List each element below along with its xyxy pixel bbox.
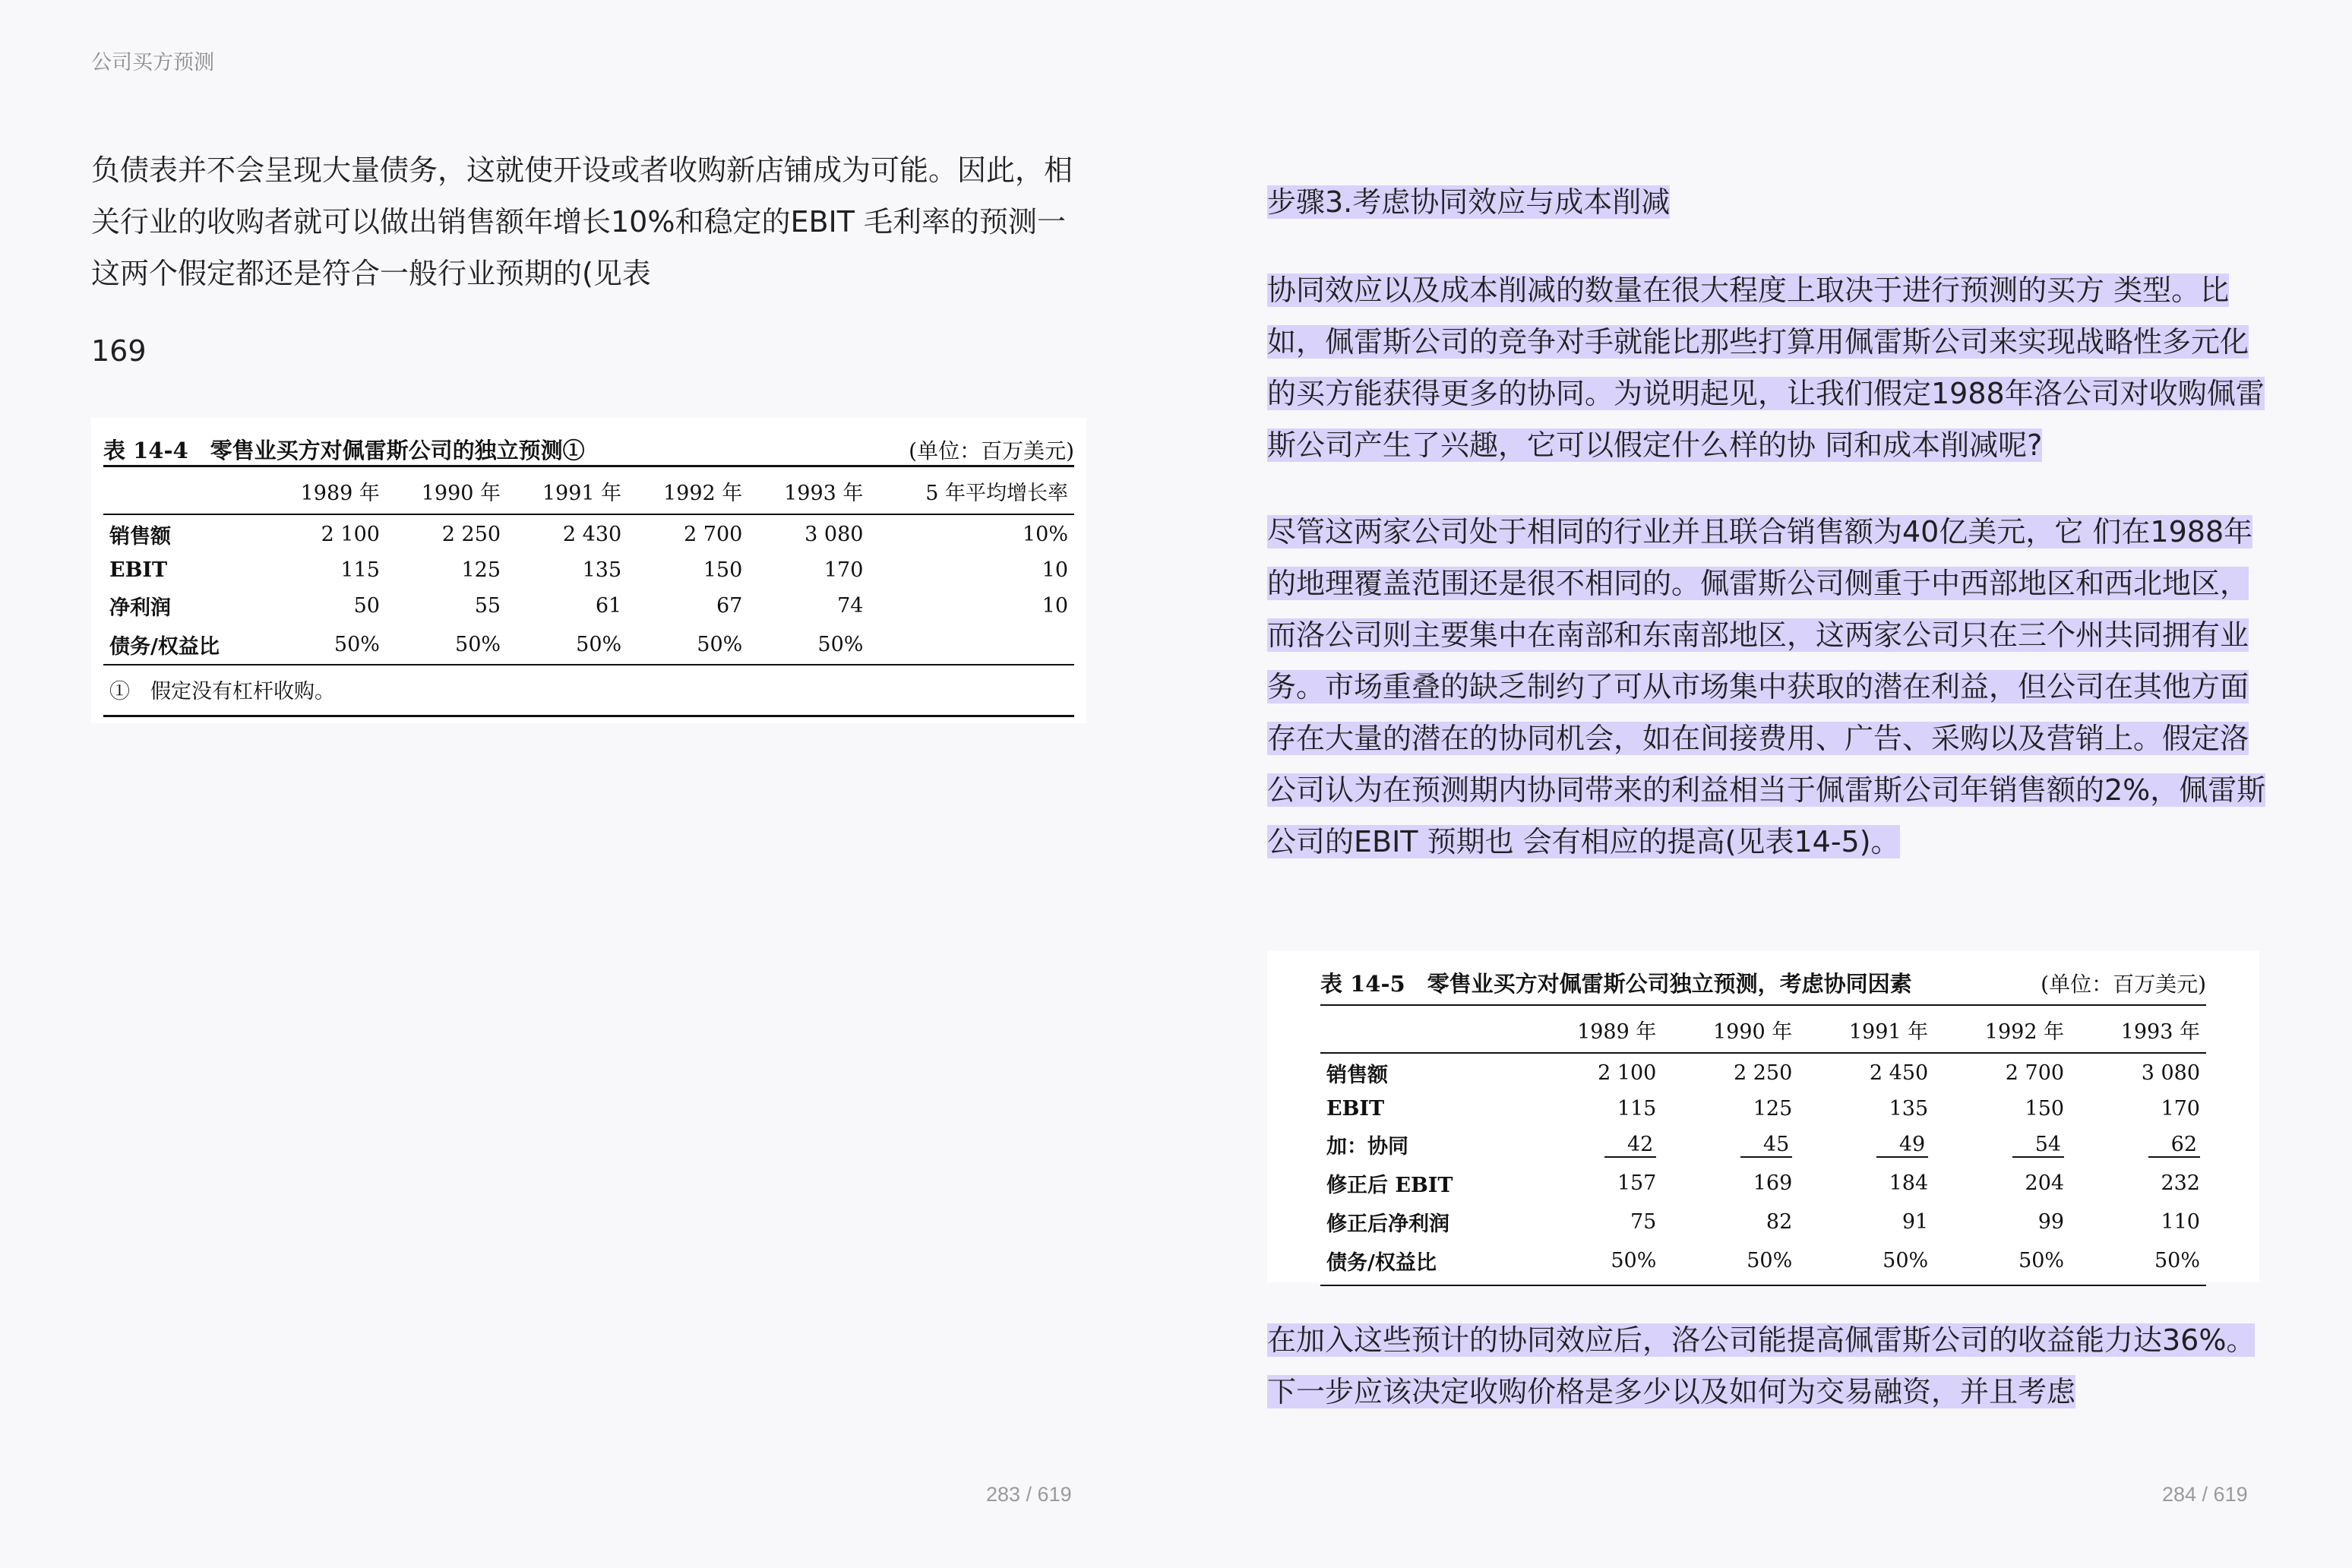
column-header: 1993 年 [784, 482, 864, 505]
row-label: 净利润 [109, 596, 171, 620]
page-number-left: 283 / 619 [986, 1483, 1072, 1506]
right-page [1267, 0, 2270, 1568]
table-cell: 135 [582, 558, 622, 582]
table-cell: 2 450 [1869, 1061, 1929, 1085]
table-14-4 [103, 467, 1074, 664]
table-row [1320, 1203, 2206, 1241]
column-header: 1991 年 [542, 482, 622, 505]
table-cell: 82 [1766, 1210, 1793, 1234]
table-cell: 50% [1747, 1249, 1793, 1272]
table-14-5-image [1267, 951, 2259, 1282]
right-paragraph-3[interactable] [1267, 1314, 2270, 1418]
column-header: 1991 年 [1848, 1020, 1929, 1044]
table-14-5 [1320, 1006, 2206, 1280]
column-header: 1989 年 [300, 482, 380, 505]
column-header [1320, 1006, 1526, 1053]
table-cell: 42 [1526, 1125, 1662, 1164]
table-cell: 49 [1798, 1125, 1934, 1164]
table-cell: 50% [334, 633, 380, 656]
table-row [103, 625, 1074, 664]
table-row [103, 554, 1074, 586]
row-label: 债务/权益比 [1326, 1251, 1437, 1275]
table-row [1320, 1164, 2206, 1203]
table-cell: 110 [2161, 1210, 2200, 1234]
table-cell: 10 [1042, 558, 1068, 582]
column-header: 1992 年 [1984, 1020, 2065, 1044]
table-cell: 115 [340, 558, 380, 582]
table-row [103, 514, 1074, 554]
table-cell: 50% [2154, 1249, 2200, 1272]
table-cell: 45 [1662, 1125, 1798, 1164]
column-header: 1989 年 [1577, 1020, 1657, 1044]
right-paragraph-1[interactable] [1267, 264, 2270, 471]
table-cell: 75 [1630, 1210, 1657, 1234]
row-label: EBIT [1326, 1097, 1385, 1121]
table-row [1320, 1125, 2206, 1164]
table-cell: 61 [595, 594, 622, 618]
table-footnote: ① 假定没有杠杆收购。 [103, 664, 1074, 710]
row-label: EBIT [109, 558, 168, 582]
table-cell: 50% [1611, 1249, 1657, 1272]
table-cell: 170 [2161, 1097, 2200, 1121]
table-cell: 2 100 [1598, 1061, 1657, 1085]
table-cell: 10% [1022, 523, 1068, 546]
table-cell: 135 [1889, 1097, 1929, 1121]
step-title[interactable] [1267, 176, 1670, 228]
table-unit: (单位：百万美元) [909, 438, 1074, 463]
table-cell: 50% [697, 633, 743, 656]
table-cell: 2 250 [1733, 1061, 1793, 1085]
left-page [91, 0, 1094, 1568]
table-cell: 150 [703, 558, 743, 582]
row-label: 销售额 [1326, 1064, 1388, 1087]
table-cell: 50 [353, 594, 380, 618]
column-header: 1990 年 [421, 482, 501, 505]
table-cell: 2 430 [562, 523, 622, 546]
table-cell: 170 [824, 558, 864, 582]
table-cell: 2 700 [2005, 1061, 2065, 1085]
row-label: 修正后 EBIT [1326, 1174, 1453, 1197]
row-label: 修正后净利润 [1326, 1212, 1449, 1236]
column-header: 1993 年 [2120, 1020, 2200, 1044]
left-paragraph: 负债表并不会呈现大量债务，这就使开设或者收购新店铺成为可能。因此，相关行业的收购者就可以做出销售额年增长10%和稳定的EBIT 毛利率的预测一这两个假定都还是符合一般行业预期的(见表 [91, 153, 1073, 290]
table-14-4-image [91, 418, 1086, 723]
column-header: 5 年平均增长率 [925, 482, 1068, 505]
column-header: 1990 年 [1712, 1020, 1793, 1044]
table-row [1320, 1053, 2206, 1092]
table-cell: 99 [2037, 1210, 2065, 1234]
table-cell: 50% [1883, 1249, 1929, 1272]
table-cell: 2 100 [321, 523, 380, 546]
table-unit: (单位：百万美元) [2041, 972, 2206, 997]
table-cell: 125 [1753, 1097, 1793, 1121]
table-cell: 115 [1617, 1097, 1657, 1121]
table-cell: 91 [1902, 1210, 1929, 1234]
table-cell: 10 [1042, 594, 1068, 618]
table-cell [869, 625, 1074, 664]
column-header [103, 467, 265, 514]
highlighted-text[interactable]: 步骤3.考虑协同效应与成本削减 [1267, 185, 1671, 219]
table-row [1320, 1241, 2206, 1280]
table-row [1320, 1092, 2206, 1125]
table-cell: 232 [2161, 1171, 2200, 1195]
table-cell: 55 [474, 594, 501, 618]
table-cell: 169 [1753, 1171, 1793, 1195]
table-row [103, 586, 1074, 625]
table-cell: 62 [2070, 1125, 2206, 1164]
table-cell: 50% [2018, 1249, 2065, 1272]
table-cell: 2 700 [684, 523, 743, 546]
table-caption: 表 14-4 零售业买方对佩雷斯公司的独立预测① [103, 438, 585, 463]
table-cell: 50% [455, 633, 501, 656]
book-title: 公司买方预测 [91, 51, 214, 74]
row-label: 销售额 [109, 525, 171, 548]
table-cell: 2 250 [441, 523, 501, 546]
table-cell: 157 [1617, 1171, 1657, 1195]
highlighted-text[interactable]: 协同效应以及成本削减的数量在很大程度上取决于进行预测的买方 类型。比如，佩雷斯公司的竞争对手就能比那些打算用佩雷斯公司来实现战略性多元化的买方能获得更多的协同。为说明起见，让我们假定1988年洛公司对收购佩雷斯公司产生了兴趣，它可以假定什么样的协 同和成本削减呢? [1267, 273, 2265, 462]
table-cell: 50% [576, 633, 622, 656]
table-cell: 184 [1889, 1171, 1929, 1195]
table-cell: 74 [837, 594, 864, 618]
table-cell: 125 [461, 558, 501, 582]
row-label: 加：协同 [1326, 1135, 1408, 1159]
highlighted-text[interactable]: 尽管这两家公司处于相同的行业并且联合销售额为40亿美元，它 们在1988年的地理覆盖范围还是很不相同的。佩雷斯公司侧重于中西部地区和西北地区，而洛公司则主要集中在南部和东南部地区，这两家公司只在三个州共同拥有业务。市场重叠的缺乏制约了可从市场集中获取的潜在利益，但公司在其他方面存在大量的潜在的协同机会，如在间接费用、广告、采购以及营销上。假定洛公司认为在预测期内协同带来的利益相当于佩雷斯公司年销售额的2%，佩雷斯公司的EBIT 预期也 会有相应的提高(见表14-5)。 [1267, 515, 2266, 858]
table-cell: 50% [817, 633, 864, 656]
page-marker: 169 [91, 334, 147, 368]
table-cell: 67 [716, 594, 743, 618]
table-cell: 204 [2025, 1171, 2065, 1195]
table-cell: 54 [1934, 1125, 2070, 1164]
table-cell: 3 080 [2141, 1061, 2200, 1085]
table-cell: 3 080 [805, 523, 864, 546]
column-header: 1992 年 [663, 482, 743, 505]
page-number-right: 284 / 619 [2162, 1483, 2248, 1506]
table-caption: 表 14-5 零售业买方对佩雷斯公司独立预测，考虑协同因素 [1320, 971, 1912, 997]
highlighted-text[interactable]: 在加入这些预计的协同效应后，洛公司能提高佩雷斯公司的收益能力达36%。下一步应该决定收购价格是多少以及如何为交易融资，并且考虑 [1267, 1323, 2256, 1408]
right-paragraph-2[interactable] [1267, 506, 2270, 868]
row-label: 债务/权益比 [109, 635, 220, 659]
table-cell: 150 [2025, 1097, 2065, 1121]
